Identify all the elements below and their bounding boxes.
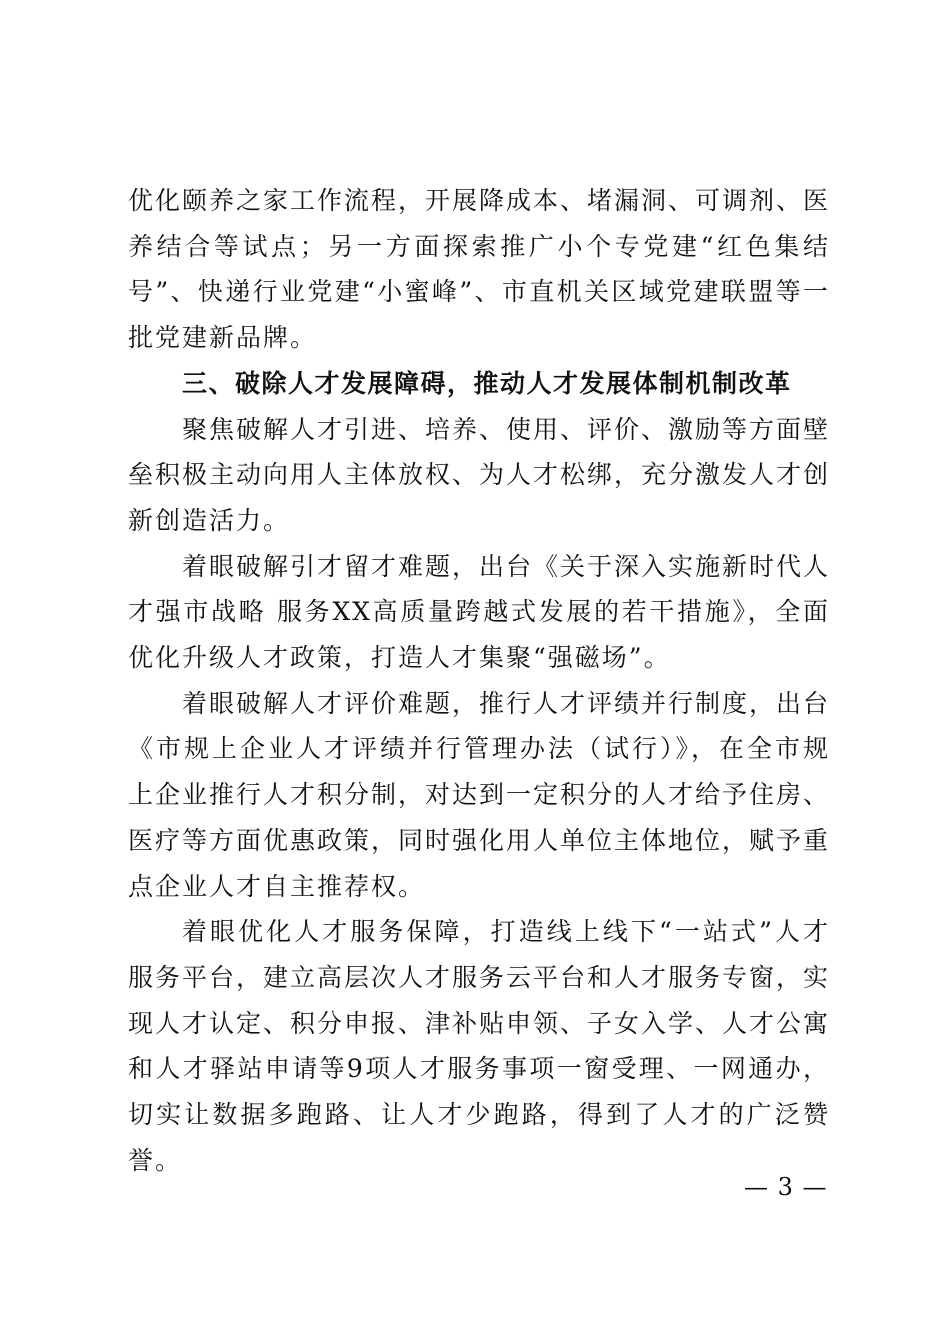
page-number: — 3 — <box>744 1173 828 1201</box>
paragraph-recruitment: 着眼破解引才留才难题，出台《关于深入实施新时代人才强市战略 服务XX高质量跨越式发展的若干措施》，全面优化升级人才政策，打造人才集聚“强磁场”。 <box>128 551 831 673</box>
paragraph-evaluation: 着眼破解人才评价难题，推行人才评绩并行制度，出台《市规上企业人才评绩并行管理办法（试行）》，在全市规上企业推行人才积分制，对达到一定积分的人才给予住房、医疗等方面优惠政策，同时强化用人单位主体地位，赋予重点企业人才自主推荐权。 <box>128 688 831 901</box>
paragraph-service: 着眼优化人才服务保障，打造线上线下“一站式”人才服务平台，建立高层次人才服务云平台和人才服务专窗，实现人才认定、积分申报、津补贴申领、子女入学、人才公寓和人才驿站申请等9项人才服务事项一窗受理、一网通办，切实让数据多跑路、让人才少跑路，得到了人才的广泛赞誉。 <box>128 917 831 1175</box>
paragraph-intro: 聚焦破解人才引进、培养、使用、评价、激励等方面壁垒积极主动向用人主体放权、为人才松绑，充分激发人才创新创造活力。 <box>128 414 831 535</box>
section-heading: 三、破除人才发展障碍，推动人才发展体制机制改革 <box>182 368 792 398</box>
document-body <box>128 178 830 1183</box>
paragraph-continuation: 优化颐养之家工作流程，开展降成本、堵漏洞、可调剂、医养结合等试点；另一方面探索推广小个专党建“红色集结号”、快递行业党建“小蜜峰”、市直机关区域党建联盟等一批党建新品牌。 <box>128 186 831 353</box>
